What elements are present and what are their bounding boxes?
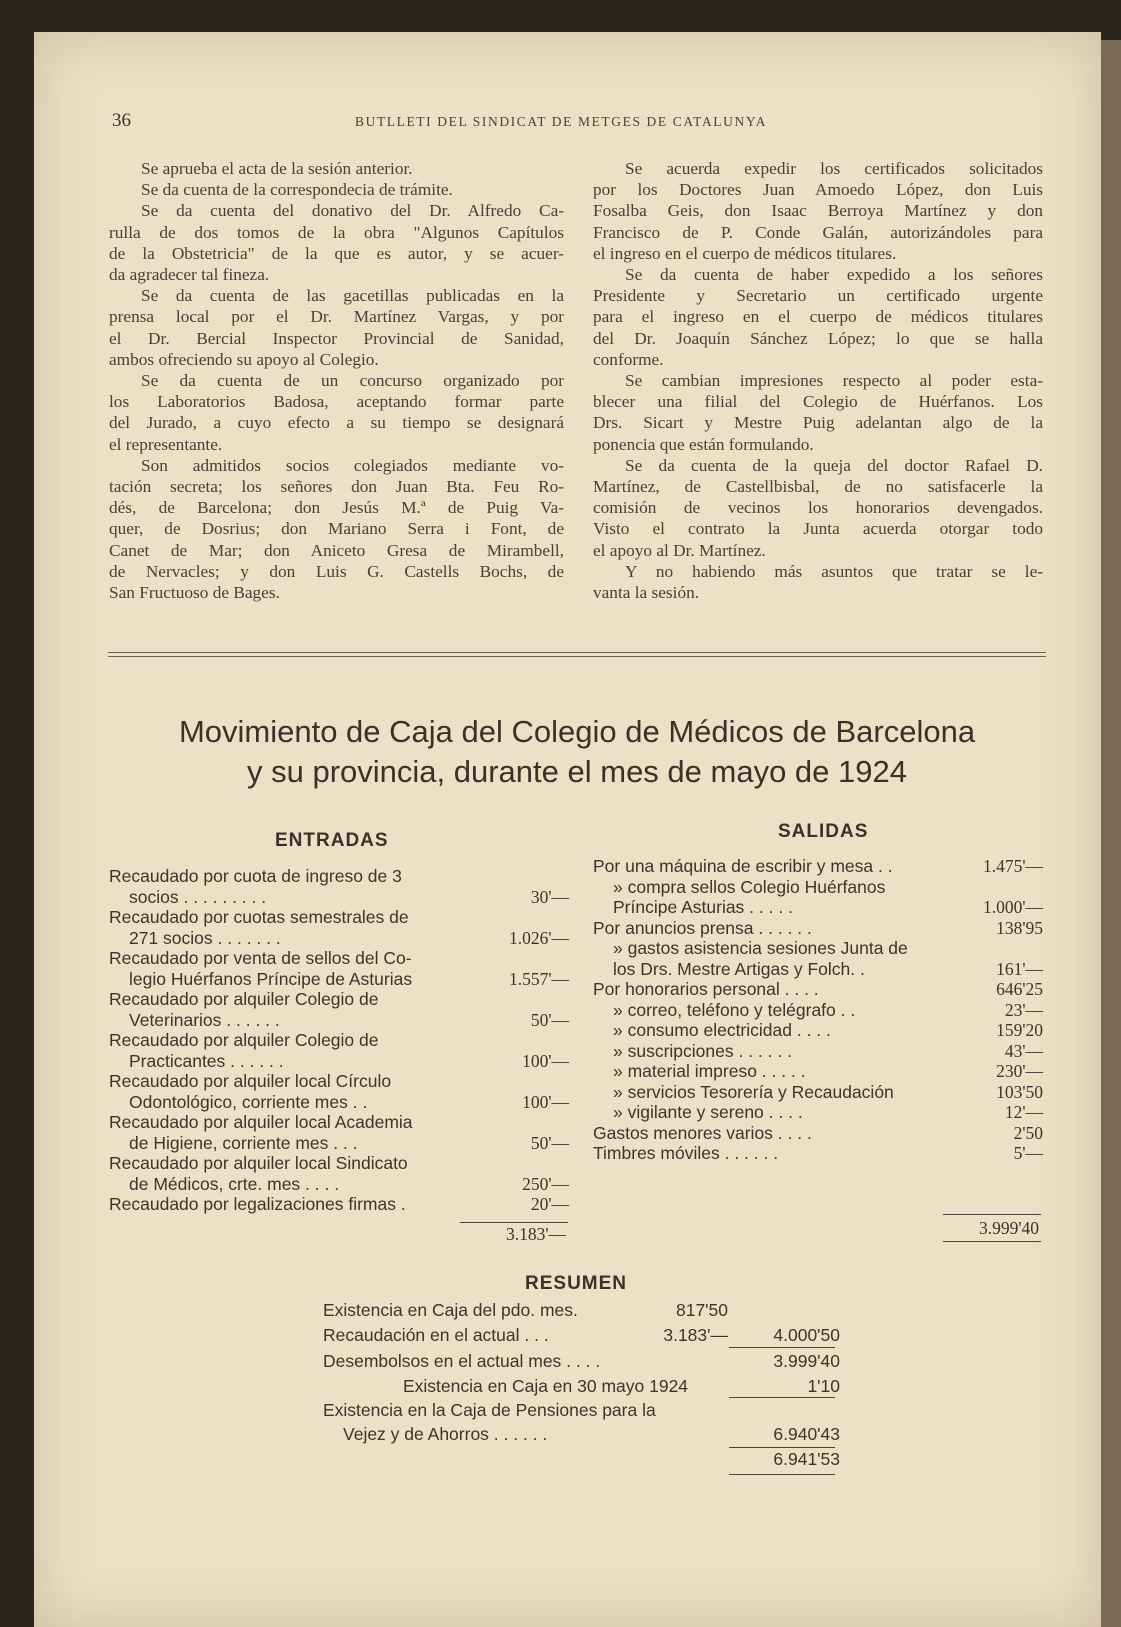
ledger-amount: 23'— — [1004, 999, 1043, 1020]
resumen-subtotal: 4.000'50 — [773, 1325, 840, 1345]
text-line: de la Obstetricia" de la que es autor, y se acuer- — [109, 243, 564, 263]
ledger-label: » correo, teléfono y telégrafo . . — [613, 999, 856, 1020]
ledger-label: » vigilante y sereno . . . . — [613, 1102, 803, 1122]
salidas-heading: SALIDAS — [778, 821, 869, 842]
text-line: Se da cuenta de las gacetillas publicadas en la — [141, 286, 564, 306]
ledger-row — [109, 1112, 569, 1133]
ledger-label: socios . . . . . . . . . — [129, 886, 267, 907]
running-head: BUTLLETI DEL SINDICAT DE METGES DE CATALUNYA — [355, 114, 768, 129]
ledger-label: Odontológico, corriente mes . . — [129, 1091, 368, 1112]
text-line: quer, de Dosrius; don Mariano Serra i Font, de — [109, 519, 564, 539]
text-line: rulla de dos tomos de la obra "Algunos Capítulos — [109, 222, 564, 242]
resumen-existencia-label: Existencia en Caja del pdo. mes. — [323, 1300, 578, 1320]
ledger-label: » servicios Tesorería y Recaudación — [613, 1081, 894, 1102]
ledger-amount: 1.557'— — [508, 968, 569, 989]
ledger-amount: 1.000'— — [982, 897, 1043, 917]
ledger-label: Por anuncios prensa . . . . . . — [593, 917, 812, 938]
ledger-label: Recaudado por alquiler local Círculo — [109, 1071, 392, 1091]
text-line: tación secreta; los señores don Juan Bta. Feu Ro- — [109, 477, 564, 497]
ledger-label: Practicantes . . . . . . — [129, 1050, 284, 1071]
ledger-row — [109, 907, 569, 928]
ledger-row — [109, 1010, 569, 1031]
ledger-label: Recaudado por alquiler Colegio de — [109, 989, 379, 1009]
ledger-label: Timbres móviles . . . . . . — [593, 1143, 779, 1163]
salidas-total-underline — [943, 1241, 1041, 1242]
ledger-row — [593, 959, 1043, 980]
ledger-row — [109, 969, 569, 990]
text-line: de Nervacles; y don Luis G. Castells Bochs, de — [109, 561, 564, 581]
resumen-existencia-amount: 817'50 — [675, 1300, 728, 1320]
text-line: ambos ofreciendo su apoyo al Colegio. — [109, 349, 379, 369]
text-line: blecer una filial del Colegio de Huérfanos. Los — [593, 392, 1043, 412]
ledger-row — [109, 1153, 569, 1174]
ledger-amount: 138'95 — [996, 917, 1043, 938]
ledger-row — [593, 938, 1043, 959]
ledger-label: » compra sellos Colegio Huérfanos — [613, 876, 886, 897]
ledger-amount: 20'— — [530, 1194, 569, 1214]
text-line: dés, de Barcelona; don Jesús M.ª de Puig Va- — [109, 498, 564, 518]
ledger-label: Recaudado por cuotas semestrales de — [109, 907, 409, 927]
ledger-amount: 50'— — [530, 1132, 569, 1153]
ledger-row — [109, 1194, 569, 1215]
ledger-amount: 161'— — [996, 958, 1043, 979]
ledger-label: legio Huérfanos Príncipe de Asturias — [129, 968, 413, 989]
ledger-label: de Médicos, crte. mes . . . . — [129, 1173, 340, 1194]
resumen-rule-4 — [729, 1474, 835, 1475]
text-line: da agradecer tal fineza. — [109, 265, 270, 285]
resumen-pensiones-label-2: Vejez y de Ahorros . . . . . . — [343, 1424, 548, 1444]
ledger-amount: 43'— — [1004, 1040, 1043, 1061]
ledger-row — [109, 1092, 569, 1113]
ledger-row — [109, 989, 569, 1010]
ledger-amount: 100'— — [522, 1091, 569, 1112]
section-rule-top — [108, 652, 1046, 653]
ledger-label: Recaudado por alquiler Colegio de — [109, 1030, 379, 1050]
title-line-1: Movimiento de Caja del Colegio de Médicos de Barcelona — [178, 714, 976, 749]
text-line: Son admitidos socios colegiados mediante vo- — [141, 455, 564, 475]
salidas-total: 3.999'40 — [978, 1218, 1039, 1238]
ledger-row — [593, 877, 1043, 898]
resumen-existencia-final-amount: 1'10 — [807, 1376, 840, 1396]
ledger-label: Recaudado por alquiler local Academia — [109, 1112, 413, 1132]
ledger-label: Recaudado por cuota de ingreso de 3 — [109, 866, 402, 886]
ledger-row — [109, 1174, 569, 1195]
ledger-label: Recaudado por alquiler local Sindicato — [109, 1153, 408, 1173]
text-line: para el ingreso en el cuerpo de médicos titulares — [593, 307, 1043, 327]
ledger-row — [593, 1123, 1043, 1144]
text-line: Se da cuenta del donativo del Dr. Alfredo Ca- — [141, 201, 564, 221]
ledger-amount: 12'— — [1004, 1102, 1043, 1122]
text-line: ponencia que están formulando. — [593, 434, 814, 454]
resumen-existencia-final-label: Existencia en Caja en 30 mayo 1924 — [403, 1376, 689, 1396]
ledger-row — [109, 1051, 569, 1072]
left-text-column — [109, 158, 564, 603]
ledger-label: » consumo electricidad . . . . — [613, 1020, 831, 1040]
text-line: el representante. — [109, 434, 223, 454]
ledger-label: » gastos asistencia sesiones Junta de — [613, 938, 908, 958]
page-number: 36 — [112, 110, 131, 131]
ledger-amount: 230'— — [996, 1061, 1043, 1081]
text-line: Visto el contrato la Junta acuerda otorgar todo — [593, 519, 1043, 539]
ledger-row — [109, 887, 569, 908]
resumen-heading: RESUMEN — [525, 1273, 628, 1294]
text-line: Drs. Sicart y Mestre Puig adelantan algo de la — [593, 413, 1043, 433]
ledger-row — [593, 979, 1043, 1000]
text-line: Francisco de P. Conde Galán, autorizándoles para — [593, 222, 1043, 242]
ledger-amount: 2'50 — [1013, 1122, 1043, 1143]
ledger-amount: 103'50 — [996, 1081, 1043, 1102]
text-line: Canet de Mar; don Aniceto Gresa de Mirambell, — [109, 540, 564, 560]
text-line: del Dr. Joaquín Sánchez López; lo que se halla — [593, 328, 1043, 348]
ledger-label: Gastos menores varios . . . . — [593, 1122, 812, 1143]
ledger-row — [109, 1133, 569, 1154]
ledger-amount: 1.475'— — [982, 856, 1043, 876]
ledger-label: los Drs. Mestre Artigas y Folch. . — [613, 958, 865, 979]
ledger-row — [593, 918, 1043, 939]
ledger-row — [109, 866, 569, 887]
ledger-amount: 1.026'— — [508, 927, 569, 948]
text-line: San Fructuoso de Bages. — [109, 583, 280, 603]
entradas-total: 3.183'— — [505, 1224, 566, 1244]
ledger-label: Veterinarios . . . . . . — [129, 1009, 280, 1030]
text-line: Se da cuenta de la correspondecia de trámite. — [141, 180, 453, 200]
text-line: Se cambian impresiones respecto al poder esta- — [625, 371, 1043, 391]
ledger-row — [109, 1030, 569, 1051]
text-line: Y no habiendo más asuntos que tratar se le- — [625, 561, 1043, 581]
ledger-label: » suscripciones . . . . . . — [613, 1040, 792, 1061]
resumen-desembolsos-amount: 3.999'40 — [773, 1351, 840, 1371]
salidas-table — [593, 856, 1043, 1164]
text-line: por los Doctores Juan Amoedo López, don Luis — [593, 180, 1043, 200]
text-line: el apoyo al Dr. Martínez. — [593, 540, 766, 560]
ledger-row — [593, 1020, 1043, 1041]
ledger-label: » material impreso . . . . . — [613, 1061, 806, 1081]
section-rule-bottom — [108, 656, 1046, 657]
ledger-label: de Higiene, corriente mes . . . — [129, 1132, 358, 1153]
resumen-recaudacion-amount: 3.183'— — [663, 1325, 728, 1345]
ledger-amount: 100'— — [522, 1050, 569, 1071]
ledger-row — [593, 1102, 1043, 1123]
ledger-label: 271 socios . . . . . . . — [129, 927, 281, 948]
text-line: Fosalba Geis, don Isaac Berroya Martínez y don — [593, 201, 1043, 221]
resumen-rule-2 — [729, 1397, 835, 1398]
entradas-table — [109, 866, 569, 1215]
ledger-label: Por honorarios personal . . . . — [593, 979, 819, 999]
ledger-label: Recaudado por legalizaciones firmas . — [109, 1194, 406, 1214]
ledger-amount: 30'— — [530, 886, 569, 907]
text-line: los Laboratorios Badosa, aceptando formar parte — [109, 392, 564, 412]
resumen-pensiones-label-1: Existencia en la Caja de Pensiones para la — [323, 1400, 656, 1420]
text-line: Martínez, de Castellbisbal, de no satisfacerle la — [593, 477, 1043, 497]
text-line: Se aprueba el acta de la sesión anterior. — [141, 159, 413, 178]
ledger-row — [593, 897, 1043, 918]
text-line: del Jurado, a cuyo efecto a su tiempo se designará — [109, 413, 564, 433]
salidas-total-rule — [943, 1214, 1041, 1215]
book-edge — [1101, 40, 1121, 1627]
ledger-label: Recaudado por venta de sellos del Co- — [109, 948, 412, 968]
title-line-2: y su provincia, durante el mes de mayo de 1924 — [247, 754, 907, 789]
ledger-row — [593, 856, 1043, 877]
text-line: Se da cuenta de la queja del doctor Rafael D. — [625, 455, 1043, 475]
ledger-amount: 159'20 — [996, 1020, 1043, 1040]
ledger-row — [109, 1071, 569, 1092]
text-line: el Dr. Bercial Inspector Provincial de Sanidad, — [109, 328, 564, 348]
ledger-row — [109, 928, 569, 949]
entradas-total-rule — [460, 1222, 568, 1223]
text-line: vanta la sesión. — [593, 583, 700, 603]
text-line: Se acuerda expedir los certificados solicitados — [625, 159, 1043, 178]
resumen-rule-1 — [729, 1347, 835, 1348]
ledger-amount: 50'— — [530, 1009, 569, 1030]
resumen-desembolsos-label: Desembolsos en el actual mes . . . . — [323, 1351, 601, 1371]
resumen-grand-total: 6.941'53 — [773, 1449, 840, 1469]
text-line: el ingreso en el cuerpo de médicos titulares. — [593, 243, 897, 263]
text-line: prensa local por el Dr. Martínez Vargas, y por — [109, 307, 564, 327]
ledger-row — [109, 948, 569, 969]
ledger-amount: 646'25 — [996, 979, 1043, 999]
ledger-row — [593, 1061, 1043, 1082]
entradas-heading: ENTRADAS — [275, 830, 389, 851]
text-line: Se da cuenta de un concurso organizado por — [141, 371, 564, 391]
ledger-row — [593, 1082, 1043, 1103]
ledger-amount: 5'— — [1013, 1143, 1043, 1163]
resumen-pensiones-amount: 6.940'43 — [773, 1424, 840, 1444]
ledger-row — [593, 1041, 1043, 1062]
text-line: Se da cuenta de haber expedido a los señores — [625, 265, 1043, 285]
resumen-recaudacion-label: Recaudación en el actual . . . — [323, 1325, 549, 1345]
ledger-row — [593, 1000, 1043, 1021]
text-line: conforme. — [593, 349, 664, 369]
right-text-column — [593, 158, 1043, 603]
ledger-label: Por una máquina de escribir y mesa . . — [593, 856, 893, 876]
resumen-rule-3 — [729, 1447, 835, 1448]
text-line: comisión de vecinos los honorarios devengados. — [593, 498, 1043, 518]
ledger-label: Príncipe Asturias . . . . . — [613, 897, 793, 917]
text-line: Presidente y Secretario un certificado urgente — [593, 286, 1043, 306]
ledger-row — [593, 1143, 1043, 1164]
ledger-amount: 250'— — [522, 1173, 569, 1194]
